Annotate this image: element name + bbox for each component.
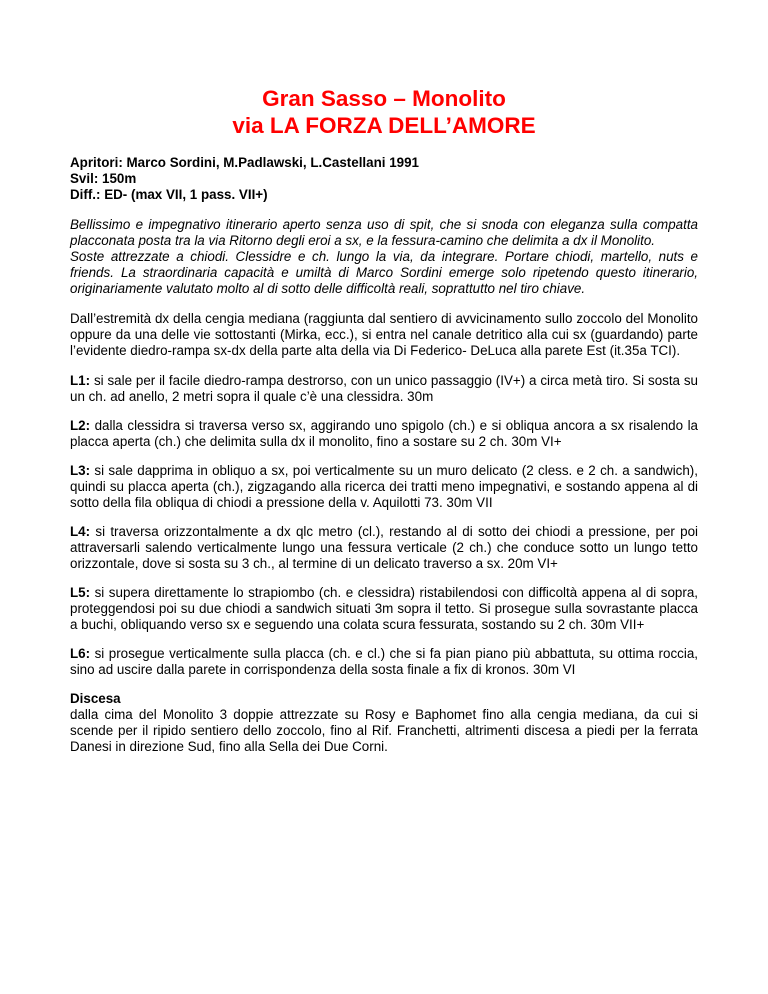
pitch-text: dalla clessidra si traversa verso sx, aggirando uno spigolo (ch.) e si obliqua ancora a sx risalendo la placca aperta (ch.) che delimita sulla dx il monolito, fino a sostare su 2 ch. 30m VI+: [70, 418, 698, 449]
approach-paragraph: Dall’estremità dx della cengia mediana (raggiunta dal sentiero di avvicinamento sullo zoccolo del Monolito oppure da una delle vie sottostanti (Mirka, ecc.), si entra nel canale detritico alla cui sx (guardando) parte l’evidente diedro-rampa sx-dx della parte alta della via Di Federico- DeLuca alla parete Est (it.35a TCI).: [70, 311, 698, 358]
pitch-label: L1:: [70, 373, 91, 388]
route-difficulty: Diff.: ED- (max VII, 1 pass. VII+): [70, 187, 268, 202]
pitch-l4: [70, 524, 698, 572]
pitch-text: si sale dapprima in obliquo a sx, poi verticalmente su un muro delicato (2 cless. e 2 ch. a sandwich), quindi su placca aperta (ch.), zigzagando alla ricerca dei tratti meno impegnativi, e sostando appena al di sotto della fila obliqua di chiodi a pressione della v. Aquilotti 73. 30m VII: [70, 463, 698, 510]
pitch-label: L4:: [70, 524, 91, 539]
document-title: [70, 85, 698, 139]
route-sviluppo: Svil: 150m: [70, 171, 137, 186]
pitch-label: L6:: [70, 646, 91, 661]
title-line-2: via LA FORZA DELL’AMORE: [232, 113, 536, 138]
pitch-l1: [70, 373, 698, 405]
pitch-text: si traversa orizzontalmente a dx qlc metro (cl.), restando al di sotto dei chiodi a pressione, per poi attraversarli salendo verticalmente lungo una fessura verticale (2 ch.) che conduce sotto un lungo tetto orizzontale, dove si sosta su 3 ch., al termine di un delicato traverso a sx. 20m VI+: [70, 524, 698, 571]
pitch-text: si supera direttamente lo strapiombo (ch. e clessidra) ristabilendosi con difficoltà appena al di sopra, proteggendosi poi su due chiodi a sandwich situati 3m sopra il tetto. Si prosegue sulla sovrastante placca a buchi, obliquando verso sx e seguendo una colata scura fessurata, sostando su 2 ch. 30m VII+: [70, 585, 698, 632]
title-line-1: Gran Sasso – Monolito: [262, 86, 506, 111]
pitch-l2: [70, 418, 698, 450]
intro-paragraph-1: Bellissimo e impegnativo itinerario aperto senza uso di spit, che si snoda con eleganza sulla compatta placconata posta tra la via Ritorno degli eroi a sx, e la fessura-camino che delimita a dx il Monolito.: [70, 217, 698, 248]
pitch-label: L5:: [70, 585, 91, 600]
route-info: [70, 155, 698, 203]
intro-description: [70, 217, 698, 297]
descent-section: [70, 691, 698, 755]
descent-text: dalla cima del Monolito 3 doppie attrezzate su Rosy e Baphomet fino alla cengia mediana, da cui si scende per il ripido sentiero dello zoccolo, fino al Rif. Franchetti, altrimenti discesa a piedi per la ferrata Danesi in direzione Sud, fino alla Sella dei Due Corni.: [70, 707, 698, 754]
pitch-label: L3:: [70, 463, 91, 478]
descent-heading: Discesa: [70, 691, 121, 706]
pitch-text: si sale per il facile diedro-rampa destrorso, con un unico passaggio (IV+) a circa metà tiro. Si sosta su un ch. ad anello, 2 metri sopra il quale c’è una clessidra. 30m: [70, 373, 698, 404]
route-apritori: Apritori: Marco Sordini, M.Padlawski, L.Castellani 1991: [70, 155, 419, 170]
pitch-text: si prosegue verticalmente sulla placca (ch. e cl.) che si fa pian piano più abbattuta, su ottima roccia, sino ad uscire dalla parete in corrispondenza della sosta finale a fix di kronos. 30m VI: [70, 646, 698, 677]
pitch-l5: [70, 585, 698, 633]
intro-paragraph-2: Soste attrezzate a chiodi. Clessidre e ch. lungo la via, da integrare. Portare chiodi, martello, nuts e friends. La straordinaria capacità e umiltà di Marco Sordini emerge solo ripetendo questo itinerario, originariamente valutato molto al di sotto delle difficoltà reali, soprattutto nel tiro chiave.: [70, 249, 698, 296]
pitch-l3: [70, 463, 698, 511]
pitch-label: L2:: [70, 418, 91, 433]
pitch-l6: [70, 646, 698, 678]
